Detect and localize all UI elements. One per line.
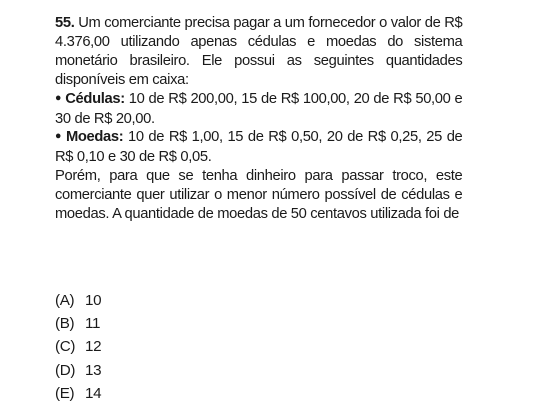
bullet-coins-label: Moedas: [65,128,124,146]
option-value: 11 [85,315,101,333]
bullet-notes-label: Cédulas: [65,89,125,107]
question-closing: Porém, para que se tenha dinheiro para passar troco, este comerciante quer utilizar o menor número possível de cédulas e moedas. A quantidade de moedas de 50 centavos utilizada foi de [55,167,463,223]
question-number: 55. [55,14,75,31]
bullet-notes-text: 10 de R$ 200,00, 15 de R$ 100,00, 20 de R$ 50,00 e 30 de R$ 20,00. [55,89,463,127]
bullet-icon: ● [55,130,63,143]
bullet-coins [55,128,462,167]
option-value: 13 [85,361,102,379]
option-letter: (D) [55,361,76,379]
option-letter: (B) [55,315,75,333]
option-letter: (A) [55,292,75,309]
bullet-icon: ● [55,91,62,104]
option-value: 12 [85,338,102,356]
option-c[interactable] [55,335,101,358]
option-letter: (E) [55,384,75,402]
bullet-notes [55,90,462,129]
option-d[interactable] [55,359,101,382]
answer-options [55,289,101,405]
option-value: 14 [85,384,102,402]
question-intro-text: Um comerciante precisa pagar a um fornecedor o valor de R$ 4.376,00 utilizando apenas cédulas e moedas do sistema monetário brasileiro. Ele possui as seguintes quantidades disponíveis em caixa: [55,14,463,88]
option-e[interactable] [55,382,101,405]
option-value: 10 [85,292,102,309]
option-b[interactable] [55,312,101,335]
option-a[interactable] [55,289,101,312]
bullet-coins-text: 10 de R$ 1,00, 15 de R$ 0,50, 20 de R$ 0,25, 25 de R$ 0,10 e 30 de R$ 0,05. [55,128,463,166]
question-intro [55,14,462,90]
question-block [55,14,462,224]
option-letter: (C) [55,338,76,356]
